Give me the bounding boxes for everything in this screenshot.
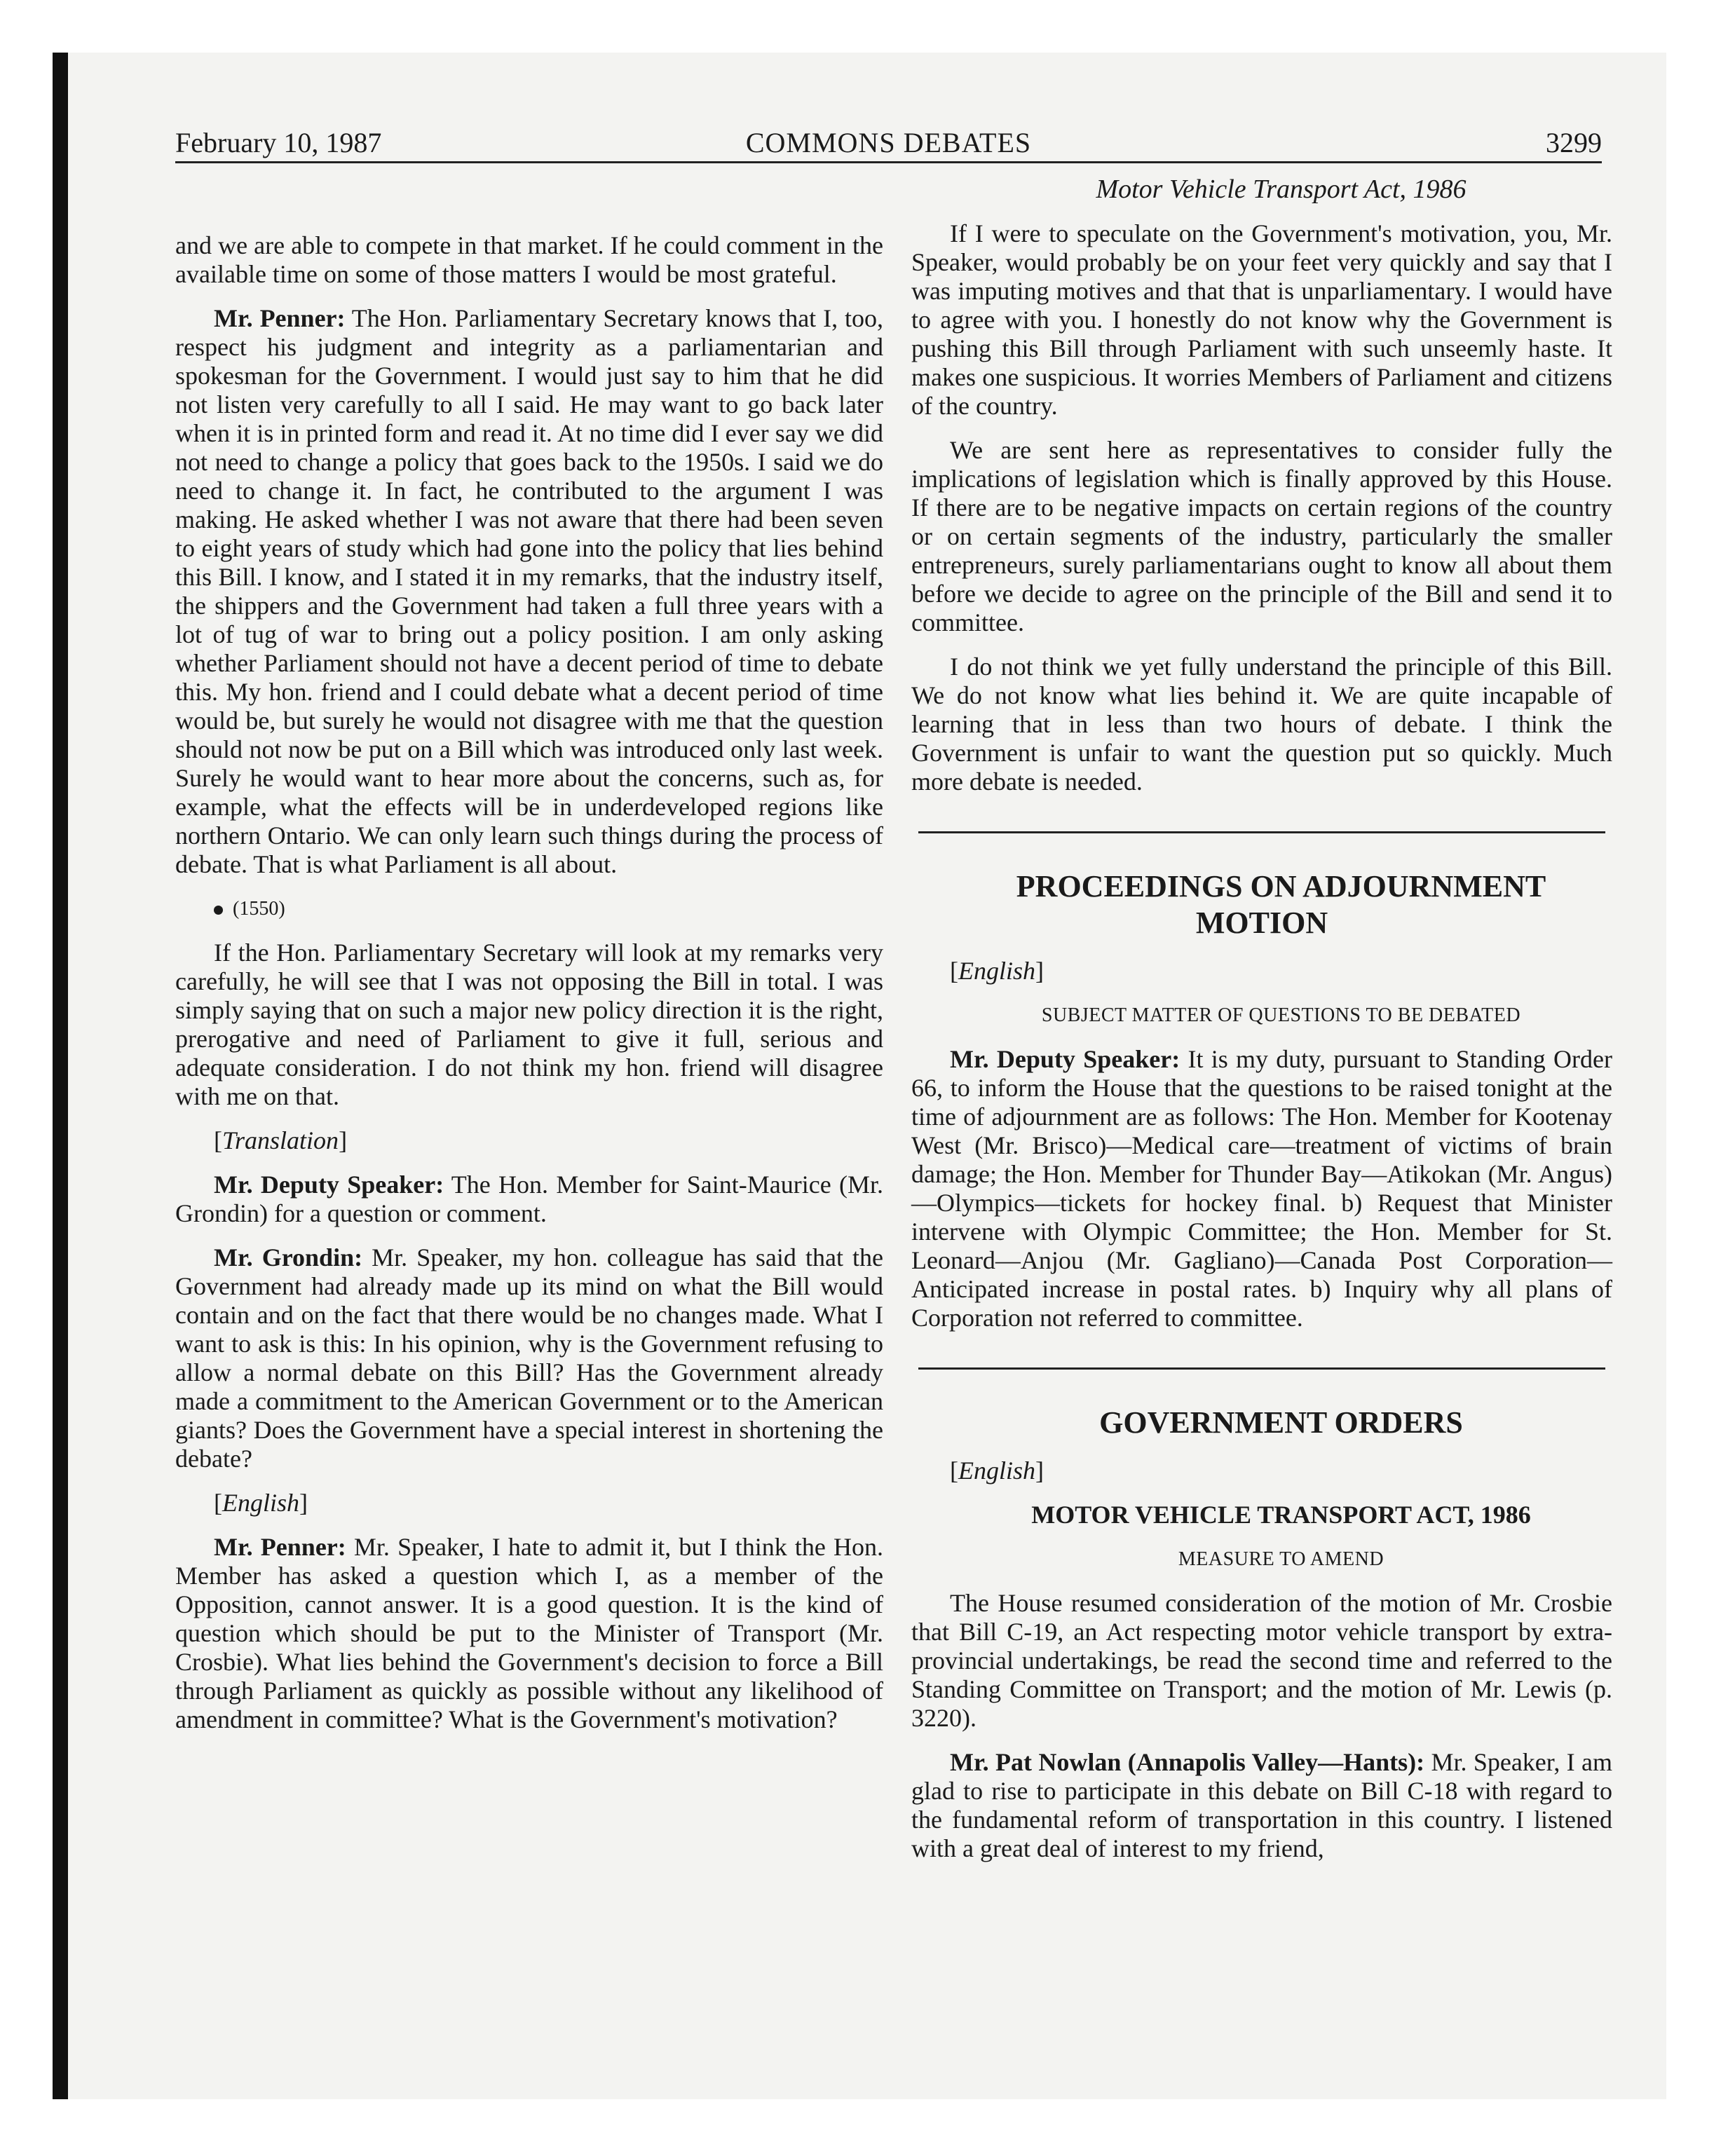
speaker-name: Mr. Deputy Speaker: bbox=[214, 1171, 444, 1199]
speech-text: The Hon. Parliamentary Secretary knows that I, too, respect his judgment and integrity as a parliamentarian and spokesman for the Government. I would just say to him that he did not listen very carefully to all I said. He may want to go back later when it is in printed form and read it. At no time did I ever say we did not need to change a policy that goes back to the 1950s. I said we do need to change it. In fact, he contributed to the argument I was making. He asked whether I was not aware that there had been seven to eight years of study which had gone into the policy that lies behind this Bill. I know, and I stated it in my remarks, that the industry itself, the shippers and the Government had taken a full three years with a lot of tug of war to bring out a policy position. I am only asking whether Parliament should not have a decent period of time to debate this. My hon. friend and I could debate what a decent period of time would be, but surely he would not disagree with me that the question should not now be put on a Bill which was introduced only last week. Surely he would want to hear more about the concerns, such as, for example, what the effects will be in underdeveloped regions like northern Ontario. We can only learn such things during the process of debate. That is what Parliament is all about. bbox=[175, 304, 883, 878]
paragraph: The House resumed consideration of the motion of Mr. Crosbie that Bill C-19, an Act respecting motor vehicle transport by extra-provincial undertakings, be read the second time and referred to the Standing Committee on Transport; and the motion of Mr. Lewis (p. 3220). bbox=[911, 1589, 1612, 1732]
speech-text: The Hon. Member for Saint-Maurice (Mr. Grondin) for a question or comment. bbox=[175, 1171, 883, 1227]
section-divider bbox=[918, 1367, 1605, 1370]
speech-paragraph bbox=[911, 1748, 1612, 1863]
speech-paragraph bbox=[175, 1533, 883, 1734]
language-marker: [English] bbox=[950, 957, 1045, 985]
speaker-name: Mr. Penner: bbox=[214, 304, 346, 332]
language-marker: [English] bbox=[950, 1456, 1045, 1485]
speech-paragraph bbox=[175, 304, 883, 879]
speech-text: Mr. Speaker, I hate to admit it, but I think the Hon. Member has asked a question which I, as a member of the Opposition, cannot answer. It is a good question. It is the kind of question which should be put to the Minister of Transport (Mr. Crosbie). What lies behind the Government's decision to force a Bill through Parliament as quickly as possible without any likelihood of amendment in committee? What is the Government's motivation? bbox=[175, 1533, 883, 1733]
right-column bbox=[911, 175, 1612, 1878]
bill-heading: MOTOR VEHICLE TRANSPORT ACT, 1986 bbox=[1031, 1501, 1531, 1529]
section-heading: GOVERNMENT ORDERS bbox=[1099, 1405, 1463, 1440]
timestamp: (1550) bbox=[233, 898, 285, 920]
speech-paragraph bbox=[175, 1171, 883, 1228]
bullet-icon bbox=[214, 906, 223, 915]
language-label: English bbox=[222, 1489, 300, 1517]
left-column bbox=[175, 231, 883, 1749]
speaker-name: Mr. Penner: bbox=[214, 1533, 346, 1561]
speaker-name: Mr. Grondin: bbox=[214, 1243, 363, 1271]
speech-text: Mr. Speaker, I am glad to rise to participate in this debate on Bill C-18 with regard to the fundamental reform of transportation in this country. I listened with a great deal of interest to my friend, bbox=[911, 1748, 1612, 1862]
scan-binding-edge bbox=[53, 53, 68, 2099]
timestamp-marker bbox=[175, 894, 883, 923]
paragraph: If the Hon. Parliamentary Secretary will look at my remarks very carefully, he will see that I was not opposing the Bill in total. I was simply saying that on such a major new policy direction it is the right, prerogative and need of Parliament to give it full, serious and adequate consideration. I do not think my hon. friend will disagree with me on that. bbox=[175, 939, 883, 1110]
paragraph: We are sent here as representatives to consider fully the implications of legislation which is finally approved by this House. If there are to be negative impacts on certain regions of the country or on certain segments of the industry, particularly the smaller entrepreneurs, surely parliamentarians ought to know all about them before we decide to agree on the principle of the Bill and send it to committee. bbox=[911, 436, 1612, 636]
running-subtitle: Motor Vehicle Transport Act, 1986 bbox=[1096, 175, 1467, 204]
language-label: Translation bbox=[222, 1126, 339, 1154]
header-title: COMMONS DEBATES bbox=[745, 127, 1032, 158]
subsection-heading: SUBJECT MATTER OF QUESTIONS TO BE DEBATED bbox=[1041, 1004, 1521, 1026]
speaker-name: Mr. Pat Nowlan (Annapolis Valley—Hants): bbox=[950, 1748, 1425, 1776]
speech-text: It is my duty, pursuant to Standing Order 66, to inform the House that the questions to be raised tonight at the time of adjournment are as follows: The Hon. Member for Kootenay West (Mr. Brisco)—Medical care—treatment of victims of brain damage; the Hon. Member for Thunder Bay—Atikokan (Mr. Angus)—Olympics—tickets for hockey final. b) Request that Minister intervene with Olympic Committee; the Hon. Member for St. Leonard—Anjou (Mr. Gagliano)—Canada Post Corporation—Anticipated increase in postal rates. b) Inquiry why all plans of Corporation not referred to committee. bbox=[911, 1045, 1612, 1332]
language-label: English bbox=[958, 1456, 1036, 1485]
language-marker: [English] bbox=[214, 1489, 308, 1517]
speech-paragraph bbox=[911, 1045, 1612, 1332]
section-divider bbox=[918, 831, 1605, 833]
language-label: English bbox=[958, 957, 1036, 985]
speaker-name: Mr. Deputy Speaker: bbox=[950, 1045, 1181, 1073]
scan-margin bbox=[0, 0, 53, 2156]
page-number: 3299 bbox=[1546, 127, 1602, 158]
paragraph: I do not think we yet fully understand the principle of this Bill. We do not know what lies behind it. We are quite incapable of learning that in less than two hours of debate. I think the Government is unfair to want the question put so quickly. Much more debate is needed. bbox=[911, 653, 1612, 796]
language-marker: [Translation] bbox=[214, 1126, 348, 1154]
section-heading: PROCEEDINGS ON ADJOURNMENT MOTION bbox=[1016, 869, 1546, 940]
measure-heading: MEASURE TO AMEND bbox=[1178, 1548, 1384, 1570]
header-date: February 10, 1987 bbox=[175, 127, 382, 158]
speech-text: Mr. Speaker, my hon. colleague has said that the Government had already made up its mind on what the Bill would contain and on the fact that there would be no changes made. What I want to ask is this: In his opinion, why is the Government refusing to allow a normal debate on this Bill? Has the Government already made a commitment to the American Government or to the American giants? Does the Government have a special interest in shortening the debate? bbox=[175, 1243, 883, 1473]
paragraph: and we are able to compete in that market. If he could comment in the available time on some of those matters I would be most grateful. bbox=[175, 231, 883, 288]
speech-paragraph bbox=[175, 1243, 883, 1473]
paragraph: If I were to speculate on the Government's motivation, you, Mr. Speaker, would probably be on your feet very quickly and say that I was imputing motives and that that is unparliamentary. I would have to agree with you. I honestly do not know why the Government is pushing this Bill through Parliament with such unseemly haste. It makes one suspicious. It worries Members of Parliament and citizens of the country. bbox=[911, 219, 1612, 420]
running-head bbox=[175, 126, 1602, 163]
